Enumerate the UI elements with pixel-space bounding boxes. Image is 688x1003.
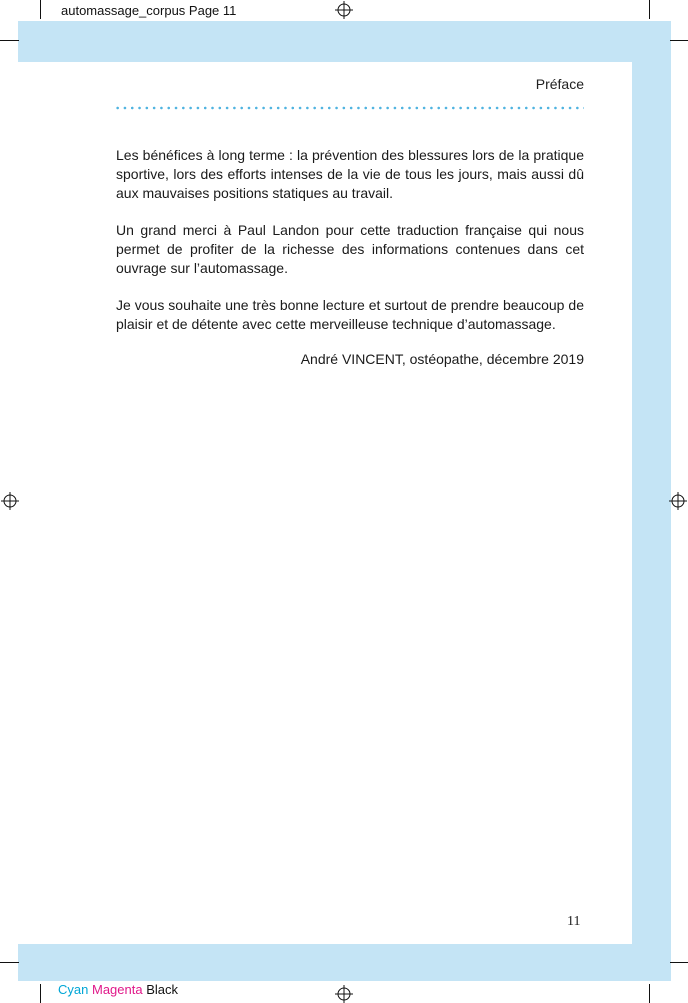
body-text — [116, 146, 584, 387]
page-number: 11 — [567, 914, 581, 929]
registration-mark-icon — [335, 1, 353, 19]
crop-mark — [649, 0, 650, 19]
registration-mark-icon — [669, 492, 687, 510]
crop-mark — [670, 40, 688, 41]
color-bar-slug — [58, 982, 178, 997]
dotted-rule — [114, 106, 584, 110]
paragraph-2: Un grand merci à Paul Landon pour cette traduction française qui nous permet de profiter de la richesse des informations contenues dans cet ouvrage sur l’automassage. — [116, 222, 584, 276]
crop-mark — [670, 962, 688, 963]
color-label-cyan: Cyan — [58, 982, 89, 997]
signature: André VINCENT, ostéopathe, décembre 2019 — [300, 351, 584, 367]
print-slug: automassage_corpus Page 11 — [61, 3, 237, 18]
crop-mark — [40, 984, 41, 1003]
color-label-magenta: Magenta — [91, 982, 143, 997]
registration-mark-icon — [1, 492, 19, 510]
paragraph-3: Je vous souhaite une très bonne lecture et surtout de prendre beaucoup de plaisir et de détente avec cette merveilleuse technique d’automassage. — [116, 297, 584, 332]
crop-mark — [40, 0, 41, 19]
running-head: Préface — [535, 76, 584, 92]
color-label-black: Black — [146, 982, 178, 997]
crop-mark — [0, 962, 19, 963]
crop-mark — [0, 40, 19, 41]
paragraph-1: Les bénéfices à long terme : la prévention des blessures lors de la pratique sportive, lors des efforts intenses de la vie de tous les jours, mais aussi dû aux mauvaises positions statiques au travail. — [116, 147, 584, 201]
registration-mark-icon — [335, 985, 353, 1003]
crop-mark — [649, 984, 650, 1003]
